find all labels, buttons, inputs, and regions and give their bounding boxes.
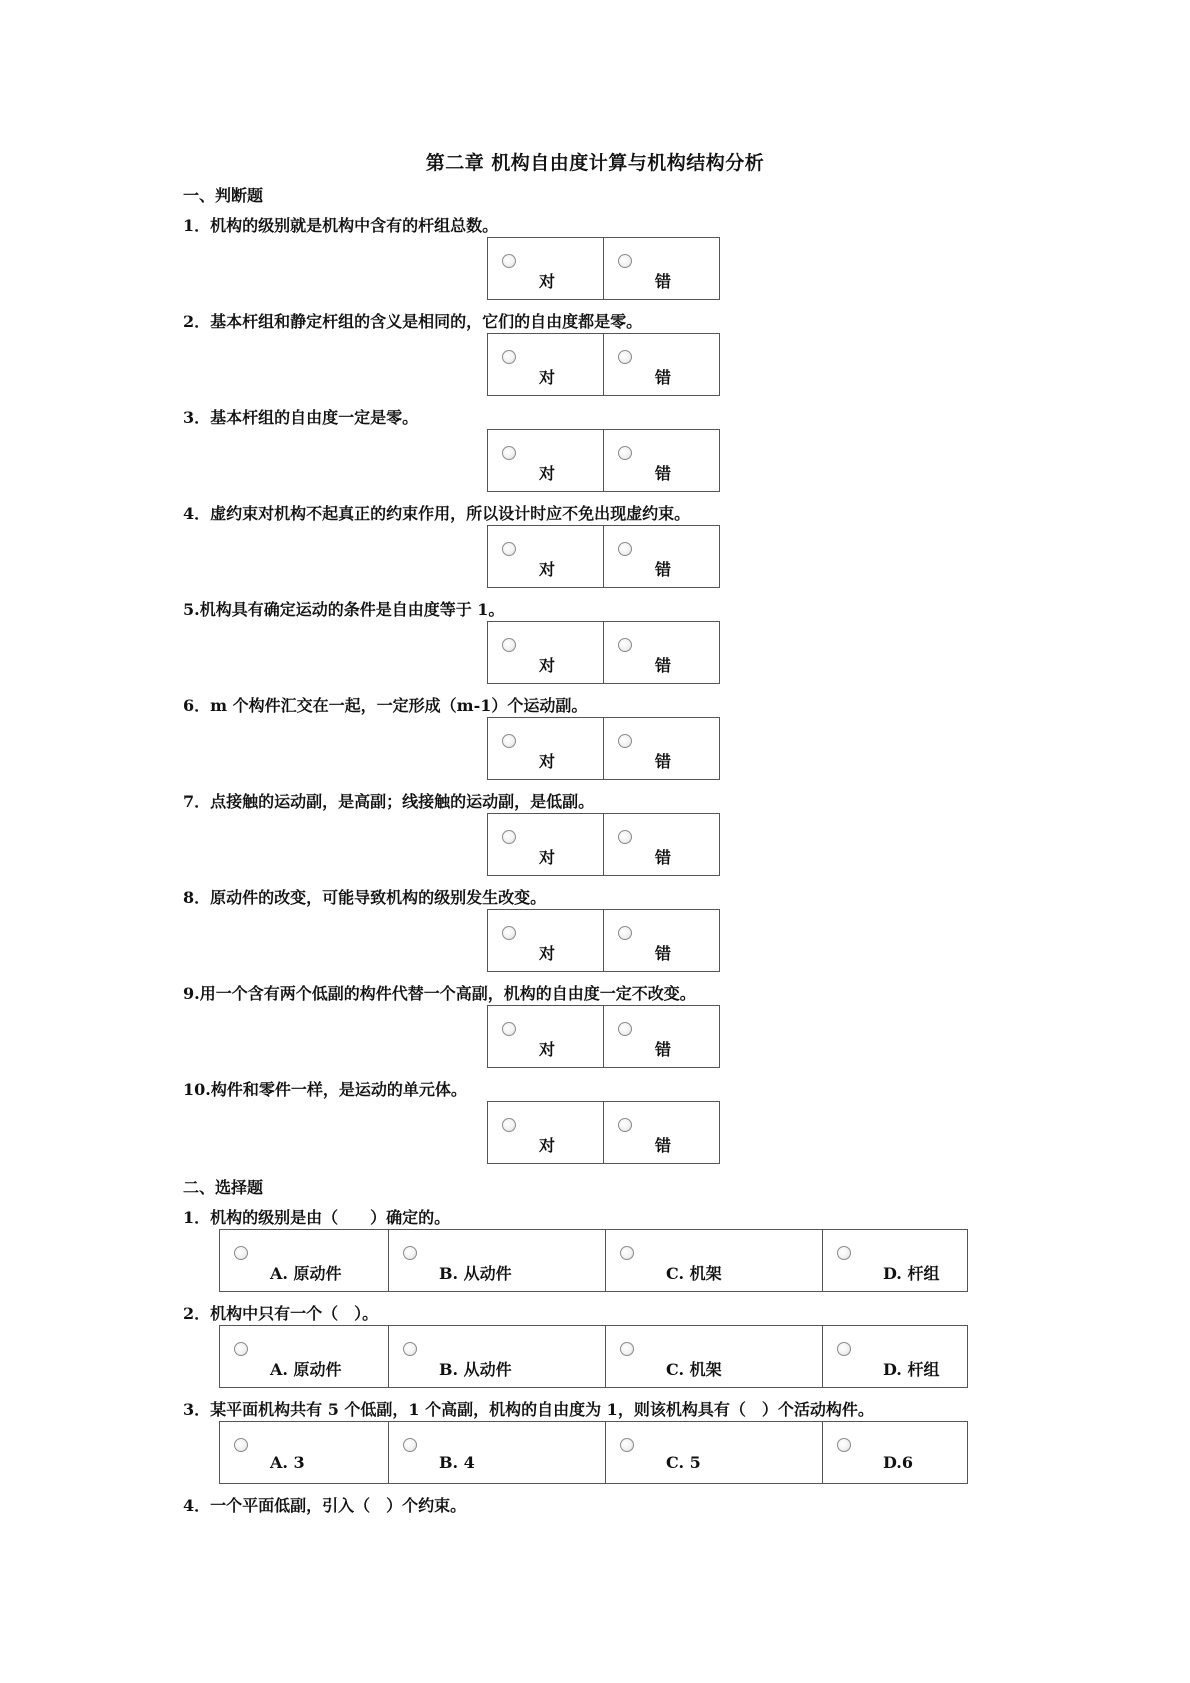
question-text: 4．虚约束对机构不起真正的约束作用，所以设计时应不免出现虚约束。 <box>183 504 691 523</box>
option-label: D. 杆组 <box>883 1360 940 1379</box>
radio-button[interactable] <box>618 1022 632 1036</box>
option-true[interactable] <box>488 910 603 971</box>
section-heading-multiple-choice: 二、选择题 <box>183 1178 264 1197</box>
option-label: 错 <box>655 1040 672 1059</box>
option-label: 错 <box>655 272 672 291</box>
answer-options <box>487 909 720 972</box>
radio-button[interactable] <box>502 638 516 652</box>
radio-button[interactable] <box>620 1438 634 1452</box>
radio-button[interactable] <box>618 1118 632 1132</box>
option-label: 对 <box>539 368 556 387</box>
option-false[interactable] <box>603 1102 719 1163</box>
option-label: 对 <box>539 1040 556 1059</box>
radio-button[interactable] <box>502 734 516 748</box>
option-label: 错 <box>655 368 672 387</box>
radio-button[interactable] <box>234 1342 248 1356</box>
option-label: 错 <box>655 656 672 675</box>
option-label: 对 <box>539 1136 556 1155</box>
radio-button[interactable] <box>502 1118 516 1132</box>
answer-options <box>219 1421 968 1484</box>
radio-button[interactable] <box>837 1342 851 1356</box>
radio-button[interactable] <box>502 446 516 460</box>
option-label: A. 原动件 <box>270 1264 342 1283</box>
option-false[interactable] <box>603 622 719 683</box>
option-a[interactable] <box>220 1422 388 1483</box>
option-label: 错 <box>655 752 672 771</box>
page-title: 第二章 机构自由度计算与机构结构分析 <box>425 152 765 174</box>
option-label: B. 4 <box>439 1453 475 1472</box>
option-false[interactable] <box>603 334 719 395</box>
option-false[interactable] <box>603 718 719 779</box>
option-true[interactable] <box>488 1102 603 1163</box>
radio-button[interactable] <box>618 926 632 940</box>
radio-button[interactable] <box>620 1246 634 1260</box>
radio-button[interactable] <box>502 254 516 268</box>
option-true[interactable] <box>488 526 603 587</box>
option-label: 错 <box>655 848 672 867</box>
option-c[interactable] <box>605 1326 822 1387</box>
option-false[interactable] <box>603 814 719 875</box>
radio-button[interactable] <box>618 638 632 652</box>
option-false[interactable] <box>603 526 719 587</box>
radio-button[interactable] <box>502 1022 516 1036</box>
question-text: 5.机构具有确定运动的条件是自由度等于 1。 <box>183 600 505 619</box>
option-label: D.6 <box>883 1453 914 1472</box>
answer-options <box>219 1229 968 1292</box>
option-label: 对 <box>539 464 556 483</box>
option-label: 错 <box>655 464 672 483</box>
radio-button[interactable] <box>234 1438 248 1452</box>
option-true[interactable] <box>488 1006 603 1067</box>
option-label: A. 原动件 <box>270 1360 342 1379</box>
radio-button[interactable] <box>502 350 516 364</box>
option-c[interactable] <box>605 1230 822 1291</box>
option-false[interactable] <box>603 1006 719 1067</box>
radio-button[interactable] <box>618 254 632 268</box>
option-label: D. 杆组 <box>883 1264 940 1283</box>
option-label: 对 <box>539 752 556 771</box>
answer-options <box>487 1005 720 1068</box>
radio-button[interactable] <box>618 734 632 748</box>
option-a[interactable] <box>220 1326 388 1387</box>
option-true[interactable] <box>488 334 603 395</box>
question-text: 1．机构的级别是由（ ）确定的。 <box>183 1208 451 1227</box>
option-true[interactable] <box>488 430 603 491</box>
answer-options <box>219 1325 968 1388</box>
option-label: 对 <box>539 848 556 867</box>
option-label: 对 <box>539 272 556 291</box>
option-label: B. 从动件 <box>439 1264 512 1283</box>
option-label: B. 从动件 <box>439 1360 512 1379</box>
option-d[interactable] <box>822 1230 967 1291</box>
radio-button[interactable] <box>403 1246 417 1260</box>
radio-button[interactable] <box>620 1342 634 1356</box>
option-d[interactable] <box>822 1422 967 1483</box>
radio-button[interactable] <box>502 542 516 556</box>
radio-button[interactable] <box>403 1438 417 1452</box>
option-label: 错 <box>655 1136 672 1155</box>
answer-options <box>487 525 720 588</box>
option-label: C. 机架 <box>666 1360 722 1379</box>
option-false[interactable] <box>603 910 719 971</box>
option-a[interactable] <box>220 1230 388 1291</box>
radio-button[interactable] <box>837 1438 851 1452</box>
radio-button[interactable] <box>618 446 632 460</box>
option-d[interactable] <box>822 1326 967 1387</box>
question-text: 10.构件和零件一样，是运动的单元体。 <box>183 1080 467 1099</box>
option-label: 对 <box>539 560 556 579</box>
answer-options <box>487 717 720 780</box>
question-text: 8．原动件的改变，可能导致机构的级别发生改变。 <box>183 888 547 907</box>
option-b[interactable] <box>388 1422 605 1483</box>
radio-button[interactable] <box>618 350 632 364</box>
radio-button[interactable] <box>837 1246 851 1260</box>
answer-options <box>487 429 720 492</box>
option-true[interactable] <box>488 718 603 779</box>
radio-button[interactable] <box>502 830 516 844</box>
question-text: 1．机构的级别就是机构中含有的杆组总数。 <box>183 216 499 235</box>
option-false[interactable] <box>603 238 719 299</box>
radio-button[interactable] <box>618 542 632 556</box>
question-text: 2．机构中只有一个（ ）。 <box>183 1304 379 1323</box>
section-heading-true-false: 一、判断题 <box>183 186 264 205</box>
answer-options <box>487 333 720 396</box>
option-label: C. 5 <box>666 1453 701 1472</box>
option-c[interactable] <box>605 1422 822 1483</box>
question-text: 4．一个平面低副，引入（ ）个约束。 <box>183 1496 467 1515</box>
radio-button[interactable] <box>618 830 632 844</box>
question-text: 3．某平面机构共有 5 个低副，1 个高副，机构的自由度为 1，则该机构具有（ ）个活动构件。 <box>183 1400 874 1419</box>
question-text: 3．基本杆组的自由度一定是零。 <box>183 408 419 427</box>
answer-options <box>487 237 720 300</box>
option-b[interactable] <box>388 1326 605 1387</box>
radio-button[interactable] <box>234 1246 248 1260</box>
answer-options <box>487 813 720 876</box>
option-true[interactable] <box>488 814 603 875</box>
option-label: 错 <box>655 944 672 963</box>
question-text: 6．m 个构件汇交在一起，一定形成（m-1）个运动副。 <box>183 696 588 715</box>
option-label: C. 机架 <box>666 1264 722 1283</box>
option-label: 错 <box>655 560 672 579</box>
answer-options <box>487 621 720 684</box>
option-true[interactable] <box>488 238 603 299</box>
radio-button[interactable] <box>403 1342 417 1356</box>
question-text: 2．基本杆组和静定杆组的含义是相同的，它们的自由度都是零。 <box>183 312 643 331</box>
question-text: 9.用一个含有两个低副的构件代替一个高副，机构的自由度一定不改变。 <box>183 984 696 1003</box>
option-label: 对 <box>539 944 556 963</box>
radio-button[interactable] <box>502 926 516 940</box>
answer-options <box>487 1101 720 1164</box>
option-label: 对 <box>539 656 556 675</box>
option-label: A. 3 <box>270 1453 305 1472</box>
option-false[interactable] <box>603 430 719 491</box>
question-text: 7．点接触的运动副，是高副；线接触的运动副，是低副。 <box>183 792 595 811</box>
option-true[interactable] <box>488 622 603 683</box>
option-b[interactable] <box>388 1230 605 1291</box>
